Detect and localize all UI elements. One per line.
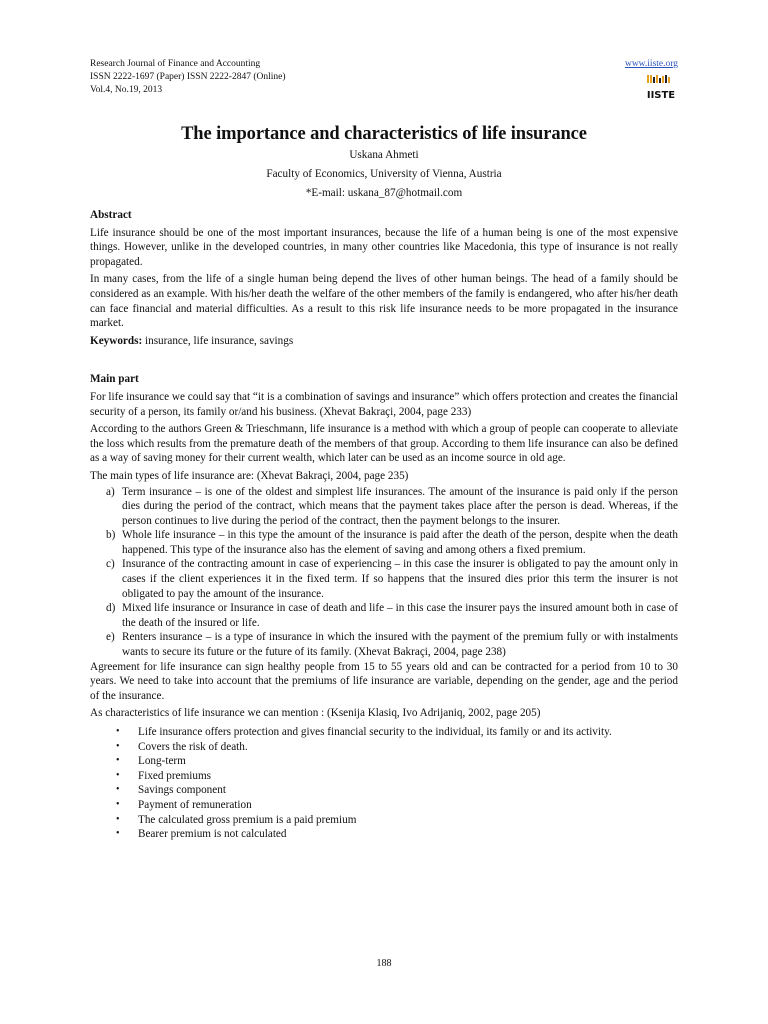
journal-header	[90, 58, 678, 100]
list-item	[90, 740, 678, 755]
list-item-text: Renters insurance – is a type of insurance in which the insured with the payment of the premium fully or with instalments wants to secure its future or the future of its family. (Xhevat Bakraçi, 2004, page 238)	[122, 631, 678, 659]
list-item	[90, 769, 678, 784]
list-item-text: Long-term	[138, 755, 186, 768]
list-marker: e)	[106, 631, 115, 644]
list-item-text: Whole life insurance – in this type the amount of the insurance is paid after the death of the person, despite when the death happened. This type of the insurance also has the element of saving and among others a fixed premium.	[122, 529, 678, 556]
characteristics-intro: As characteristics of life insurance we can mention : (Ksenija Klasiq, Ivo Adrijaniq, 2002, page 205)	[90, 707, 541, 720]
list-item-text: Term insurance – is one of the oldest and simplest life insurances. The amount of the insurance is paid only if the person dies during the period of the contract, which means that the payment takes place after the person is dead. Whereas, if the person continues to live during the period of the contract, then the payment belongs to the insurer.	[122, 485, 678, 527]
paper-page	[90, 0, 678, 1024]
keywords-line	[90, 334, 678, 349]
list-item	[90, 754, 678, 769]
page-number: 188	[376, 958, 392, 969]
journal-volume: Vol.4, No.19, 2013	[90, 85, 163, 95]
bullet-icon: •	[116, 798, 120, 810]
author-name: Uskana Ahmeti	[349, 149, 419, 161]
body-paragraph: For life insurance we could say that “it is a combination of savings and insurance” which offers protection and creates the financial security of a person, its family or/and his business. (Xhevat Bakraçi, 2004, page 233)	[90, 390, 678, 418]
list-item	[90, 630, 678, 659]
list-item-text: Mixed life insurance or Insurance in case of death and life – in this case the insurer pays the insured amount both in case of the death of the insured or life.	[122, 602, 678, 629]
iiste-logo	[646, 74, 676, 100]
journal-issn: ISSN 2222-1697 (Paper) ISSN 2222-2847 (Online)	[90, 72, 286, 82]
bullet-icon: •	[116, 769, 120, 781]
bullet-icon: •	[116, 740, 120, 752]
list-item-text: Covers the risk of death.	[138, 740, 248, 753]
author-affiliation: Faculty of Economics, University of Vienna, Austria	[266, 168, 502, 180]
abstract-paragraph: Life insurance should be one of the most important insurances, because the life of a human being is one of the most expensive things. However, unlike in the developed countries, in many other countries like Macedonia, this type of insurance is not really propagated.	[90, 226, 678, 268]
journal-name: Research Journal of Finance and Accounting	[90, 59, 261, 69]
list-item	[90, 601, 678, 630]
main-part-heading: Main part	[90, 373, 139, 386]
keywords-label: Keywords:	[90, 334, 143, 347]
list-item	[90, 827, 678, 842]
list-item-text: Fixed premiums	[138, 769, 212, 782]
list-marker: d)	[106, 602, 116, 615]
list-item-text: Insurance of the contracting amount in case of experiencing – in this case the insurer is obligated to pay the amount only in cases if the client experiences it in the fixed term. If so happens that the insured dies prior this term the insurer is not obligated to pay the amount of the insurance.	[122, 558, 678, 600]
body-paragraph: Agreement for life insurance can sign healthy people from 15 to 55 years old and can be contracted for a period from 10 to 30 years. We need to take into account that the premiums of life insurance are variable, depending on the gender, age and the period of the insurance.	[90, 660, 678, 702]
bullet-icon: •	[116, 784, 120, 796]
journal-url-link[interactable]: www.iiste.org	[624, 59, 678, 69]
logo-wordmark: IISTE	[646, 90, 676, 100]
paper-body	[90, 208, 678, 842]
author-email: *E-mail: uskana_87@hotmail.com	[305, 187, 463, 199]
list-item-text: Bearer premium is not calculated	[138, 828, 287, 841]
list-marker: b)	[106, 529, 116, 542]
list-item-text: Savings component	[138, 784, 226, 797]
list-item	[90, 725, 678, 740]
list-item-text: Life insurance offers protection and gives financial security to the individual, its family or and its activity.	[138, 726, 612, 738]
list-item-text: Payment of remuneration	[138, 798, 252, 811]
list-item	[90, 557, 678, 601]
list-item	[90, 783, 678, 798]
list-item	[90, 798, 678, 813]
types-list	[90, 485, 678, 660]
bullet-icon: •	[116, 726, 120, 737]
paper-title: The importance and characteristics of life insurance	[181, 124, 587, 144]
list-item-text: The calculated gross premium is a paid premium	[138, 813, 357, 826]
list-marker: a)	[106, 485, 115, 498]
abstract-heading: Abstract	[90, 209, 132, 221]
list-item	[90, 813, 678, 828]
body-paragraph: According to the authors Green & Trieschmann, life insurance is a method with which a group of people can cooperate to alleviate the loss which results from the premature death of the members of that group. According to them life insurance can also be defined as a way of saving money for their current wealth, which later can be used as an income source in old age.	[90, 423, 678, 465]
bullet-icon: •	[116, 755, 120, 767]
characteristics-list	[90, 725, 678, 842]
list-item	[90, 485, 678, 529]
abstract-paragraph: In many cases, from the life of a single human being depend the lives of other human beings. The head of a family should be considered as an example. With his/her death the welfare of the other members of the family is endangered, who after his/her death can face financial and material difficulties. As a result to this risk life insurance needs to be more propagated in the insurance market.	[90, 273, 678, 330]
list-marker: c)	[106, 558, 115, 571]
bullet-icon: •	[116, 813, 120, 825]
list-item	[90, 528, 678, 557]
bullet-icon: •	[116, 828, 120, 840]
keywords-text: insurance, life insurance, savings	[142, 334, 294, 347]
types-intro: The main types of life insurance are: (Xhevat Bakraçi, 2004, page 235)	[90, 469, 409, 482]
